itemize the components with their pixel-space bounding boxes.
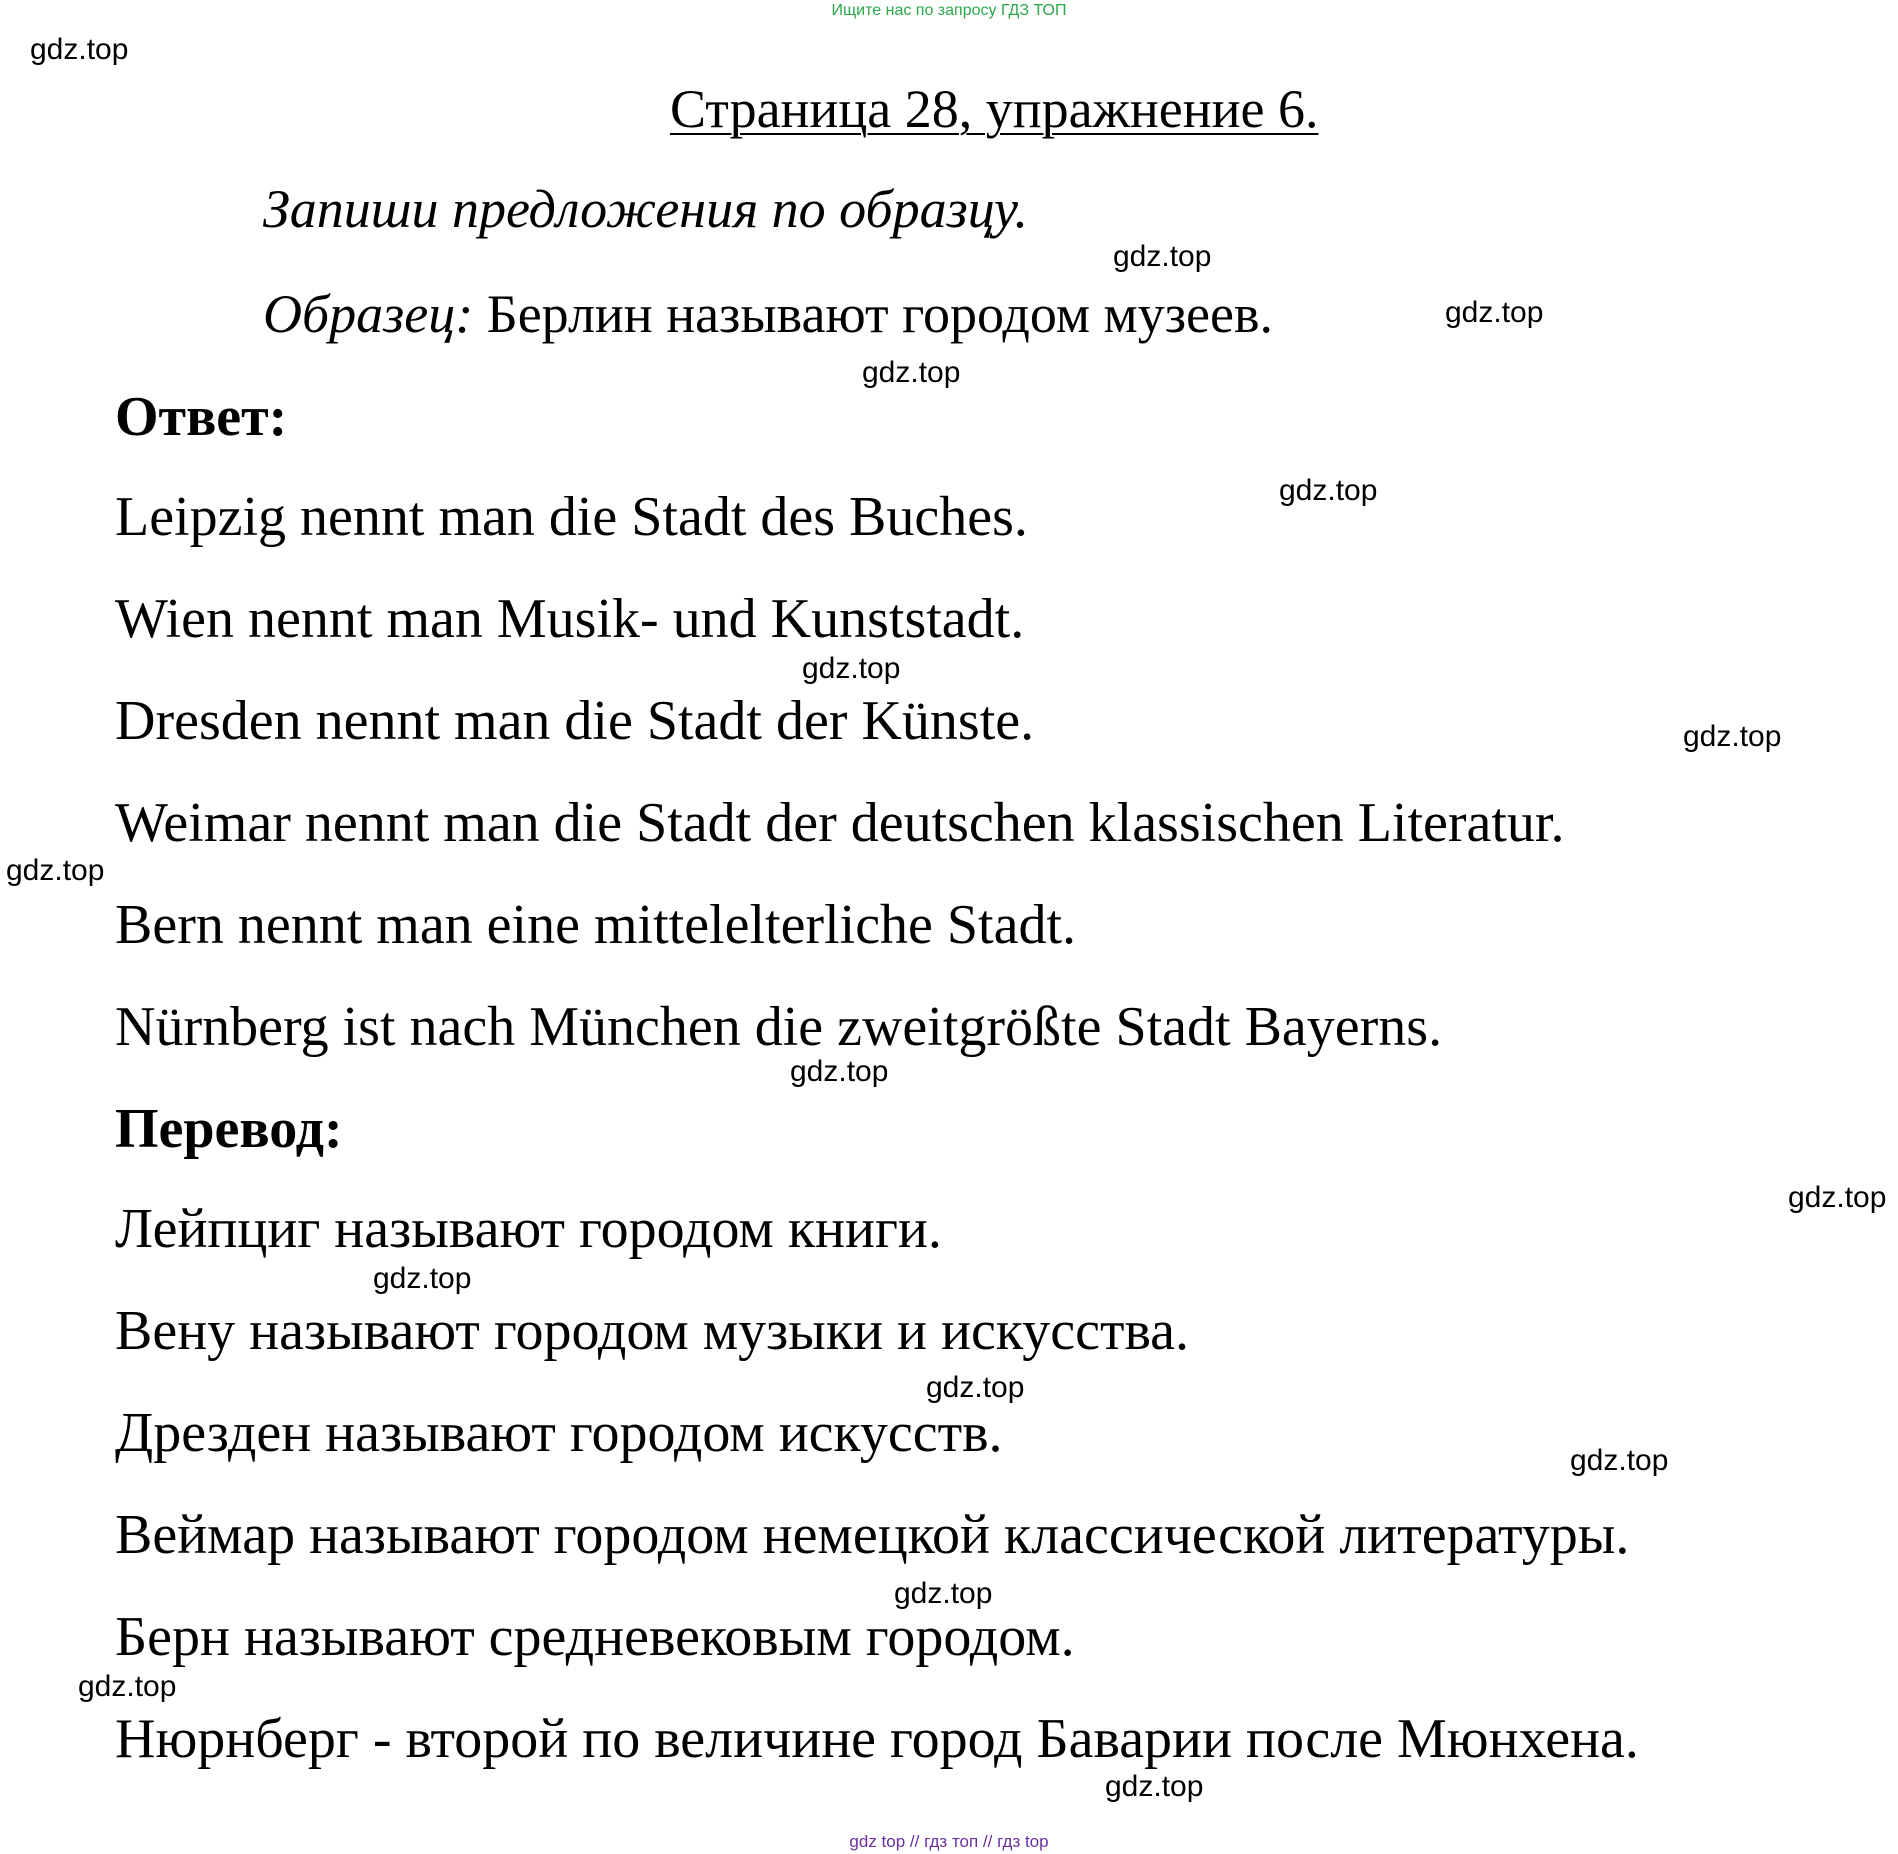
sample-sentence: [263, 283, 1273, 345]
footer-links: gdz top // гдз топ // гдз top: [849, 1832, 1049, 1851]
watermark: gdz.top: [1445, 296, 1544, 329]
top-banner: Ищите нас по запросу ГДЗ ТОП: [831, 2, 1067, 19]
answer-line: Nürnberg ist nach München die zweitgrößte Stadt Bayerns.: [115, 996, 1443, 1058]
answer-heading: Ответ:: [115, 386, 288, 448]
watermark: gdz.top: [1279, 474, 1378, 507]
translation-line: Берн называют средневековым городом.: [115, 1606, 1075, 1668]
translation-line: Вену называют городом музыки и искусства.: [115, 1300, 1190, 1362]
watermark: gdz.top: [6, 854, 105, 887]
watermark: gdz.top: [30, 33, 129, 66]
translation-line: Дрезден называют городом искусств.: [115, 1402, 1003, 1464]
translation-line: Нюрнберг - второй по величине город Баварии после Мюнхена.: [115, 1708, 1639, 1770]
answer-line: Leipzig nennt man die Stadt des Buches.: [115, 486, 1028, 548]
watermark: gdz.top: [862, 356, 961, 389]
watermark: gdz.top: [802, 652, 901, 685]
answer-line: Dresden nennt man die Stadt der Künste.: [115, 690, 1035, 752]
translation-heading: Перевод:: [115, 1098, 343, 1160]
watermark: gdz.top: [1570, 1444, 1669, 1477]
watermark: gdz.top: [894, 1577, 993, 1610]
watermark: gdz.top: [790, 1055, 889, 1088]
answer-line: Weimar nennt man die Stadt der deutschen klassischen Literatur.: [115, 792, 1565, 854]
sample-text: Берлин называют городом музеев.: [473, 284, 1273, 344]
translation-line: Лейпциг называют городом книги.: [115, 1198, 942, 1260]
answer-line: Wien nennt man Musik- und Kunststadt.: [115, 588, 1025, 650]
watermark: gdz.top: [78, 1670, 177, 1703]
page-title: Страница 28, упражнение 6.: [670, 79, 1319, 139]
watermark: gdz.top: [373, 1262, 472, 1295]
watermark: gdz.top: [926, 1371, 1025, 1404]
translation-line: Веймар называют городом немецкой классической литературы.: [115, 1504, 1630, 1566]
watermark: gdz.top: [1105, 1770, 1204, 1803]
watermark: gdz.top: [1788, 1181, 1887, 1214]
watermark: gdz.top: [1683, 720, 1782, 753]
exercise-instruction: Запиши предложения по образцу.: [263, 179, 1029, 239]
sample-label: Образец:: [263, 284, 474, 344]
answer-line: Bern nennt man eine mittelelterliche Stadt.: [115, 894, 1077, 956]
watermark: gdz.top: [1113, 240, 1212, 273]
